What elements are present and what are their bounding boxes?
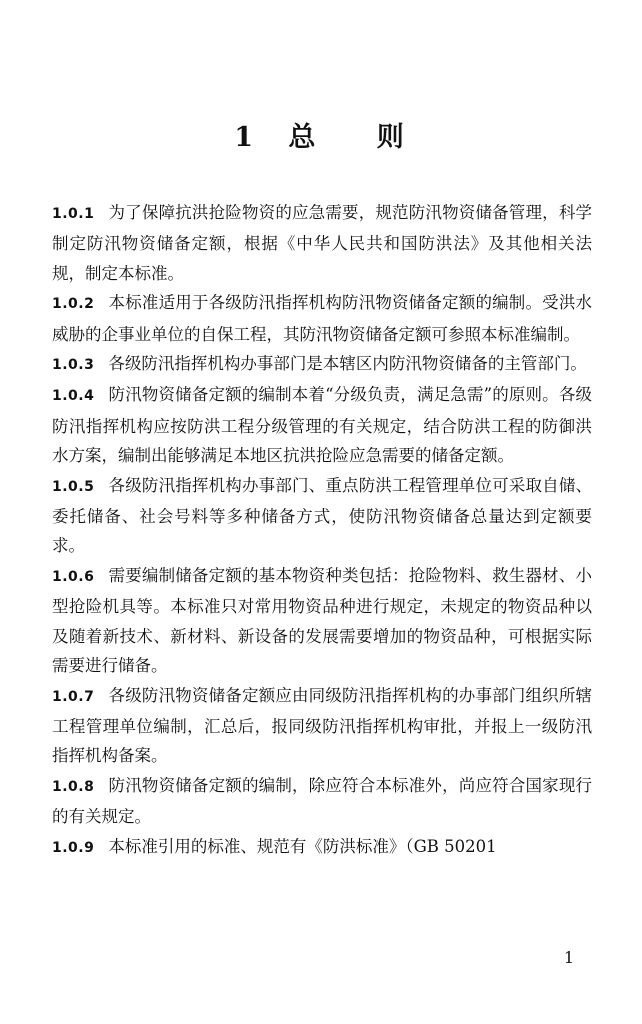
- clause-text: 各级防汛指挥机构办事部门、重点防洪工程管理单位可采取自储、委托储备、社会号料等多种储备方式，使防汛物资储备总量达到定额要求。: [52, 475, 592, 556]
- clause-text: 各级防汛指挥机构办事部门是本辖区内防汛物资储备的主管部门。: [108, 354, 587, 374]
- chapter-number: 1: [234, 122, 257, 153]
- clause-number: 1.0.4: [52, 388, 95, 405]
- clause-text: 需要编制储备定额的基本物资种类包括：抢险物料、救生器材、小型抢险机具等。本标准只对常用物资品种进行规定，未规定的物资品种以及随着新技术、新材料、新设备的发展需要增加的物资品种，可根据实际需要进行储备。: [52, 565, 592, 676]
- clause-text: 防汛物资储备定额的编制，除应符合本标准外，尚应符合国家现行的有关规定。: [52, 775, 592, 827]
- clause-number: 1.0.5: [52, 478, 95, 495]
- chapter-title-part1: 总: [288, 122, 320, 153]
- clause-text: 为了保障抗洪抢险物资的应急需要，规范防汛物资储备管理，科学制定防汛物资储备定额，根据《中华人民共和国防洪法》及其他相关法规，制定本标准。: [52, 203, 592, 283]
- clause-text: 本标准引用的标准、规范有《防洪标准》（GB 50201: [108, 836, 497, 856]
- clause-1-0-1: [52, 198, 592, 288]
- clause-1-0-7: [52, 681, 592, 771]
- clause-number: 1.0.3: [52, 357, 95, 374]
- clause-text: 本标准适用于各级防汛指挥机构防汛物资储备定额的编制。受洪水威胁的企事业单位的自保工程，其防汛物资储备定额可参照本标准编制。: [52, 293, 592, 344]
- clause-number: 1.0.8: [52, 778, 95, 795]
- clause-1-0-4: [52, 380, 592, 470]
- page-number: 1: [563, 948, 574, 967]
- clause-1-0-8: [52, 771, 592, 832]
- clause-1-0-5: [52, 471, 592, 561]
- clause-number: 1.0.9: [52, 839, 95, 856]
- clause-number: 1.0.7: [52, 688, 95, 705]
- clauses-body: [52, 198, 592, 863]
- clause-text: 防汛物资储备定额的编制本着“分级负责，满足急需”的原则。各级防汛指挥机构应按防洪工程分级管理的有关规定，结合防洪工程的防御洪水方案，编制出能够满足本地区抗洪抢险应急需要的储备定额。: [52, 385, 592, 466]
- clause-number: 1.0.2: [52, 296, 95, 313]
- chapter-title-part2: 则: [376, 122, 408, 153]
- clause-1-0-3: [52, 349, 592, 380]
- clause-1-0-6: [52, 561, 592, 681]
- chapter-title: [0, 118, 642, 158]
- clause-text: 各级防汛物资储备定额应由同级防汛指挥机构的办事部门组织所辖工程管理单位编制，汇总后，报同级防汛指挥机构审批，并报上一级防汛指挥机构备案。: [52, 685, 592, 766]
- clause-number: 1.0.6: [52, 568, 95, 585]
- clause-1-0-9: [52, 832, 592, 863]
- clause-number: 1.0.1: [52, 206, 95, 222]
- clause-1-0-2: [52, 288, 592, 349]
